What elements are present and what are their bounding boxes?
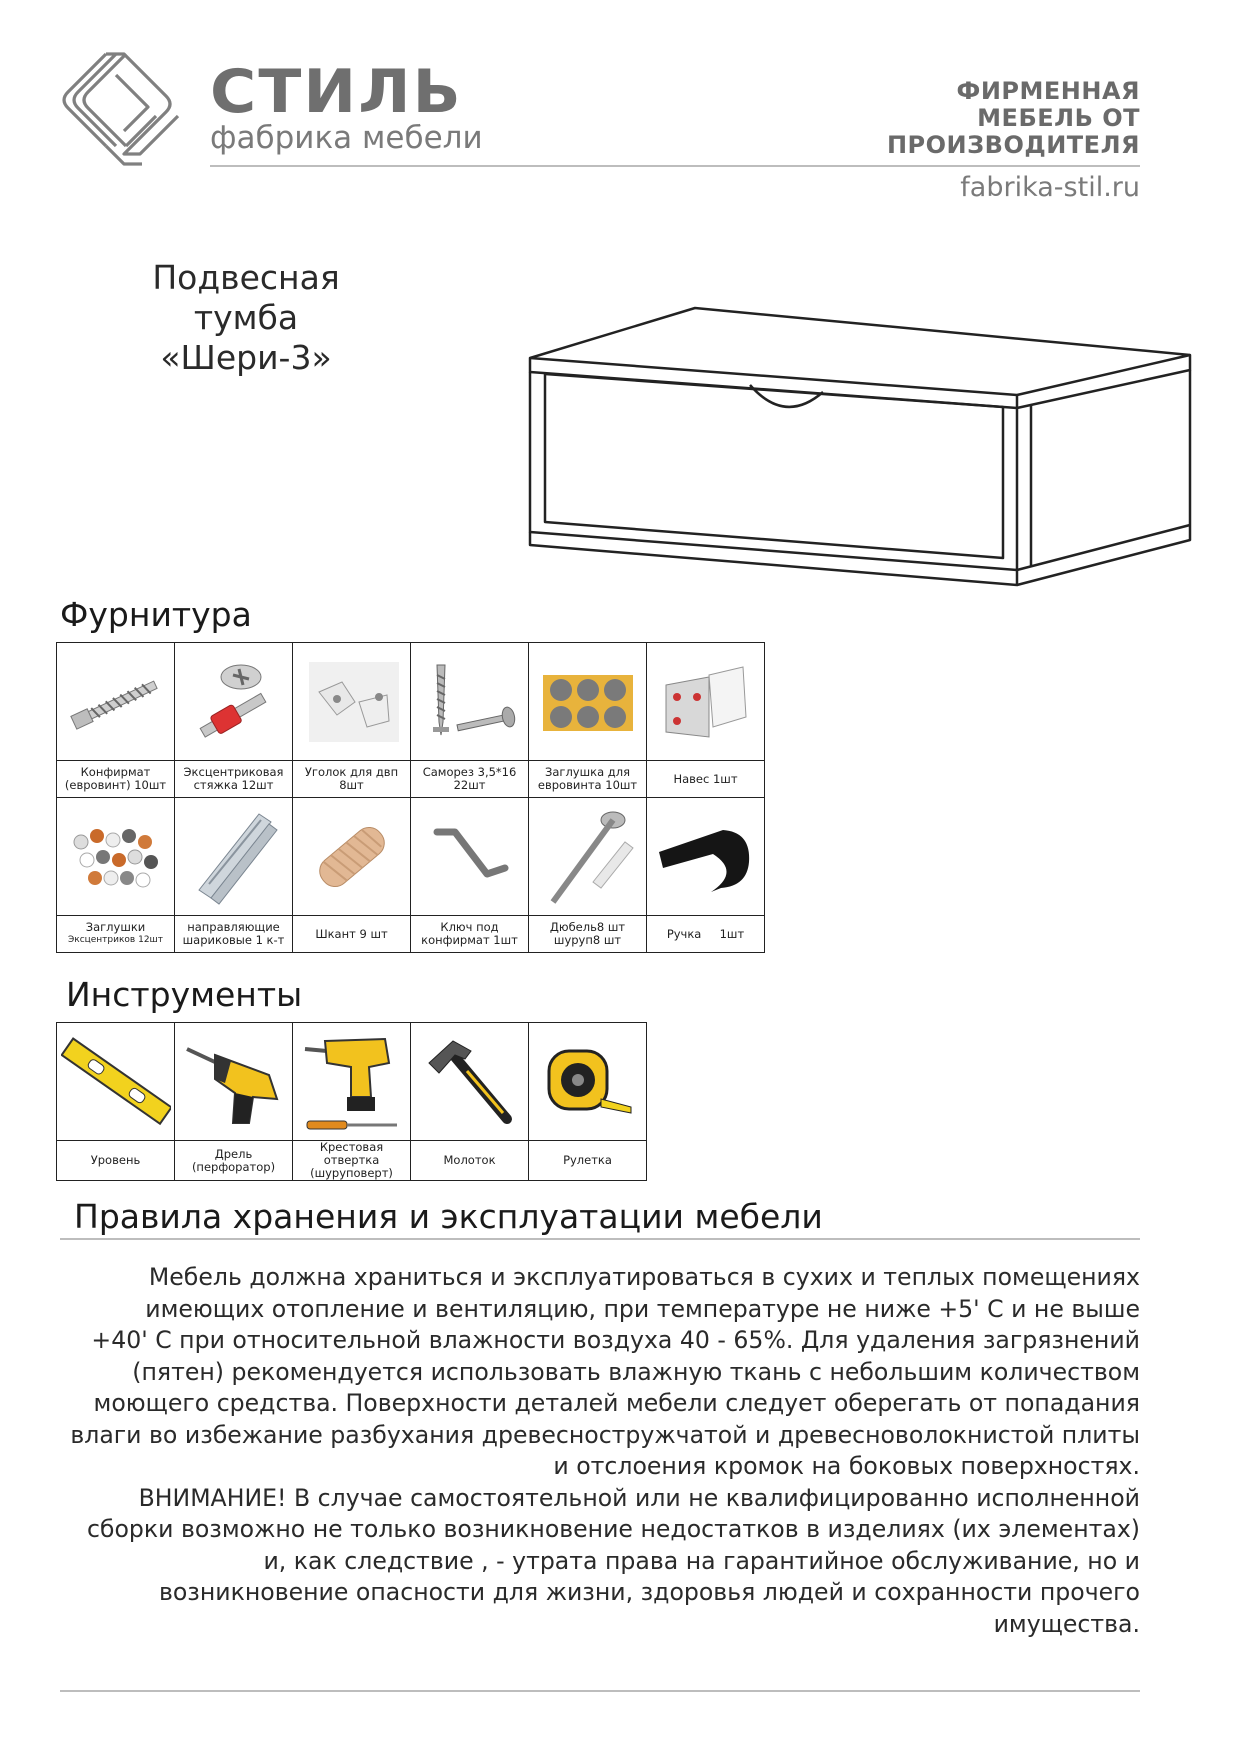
tape-measure-icon [533,1027,643,1137]
cabinet-drawing [525,300,1195,590]
rules-line: +40' С при относительной влажности воздуха 40 - 65%. Для удаления загрязнений [91,1326,1140,1354]
rules-line: (пятен) рекомендуется использовать влажную ткань с небольшим количеством [132,1357,1140,1386]
fitting-label-line: Уголок для двп [304,765,399,779]
fitting-label [57,761,175,798]
tool-cell [411,1023,529,1141]
eccentric-caps-icon [61,802,171,912]
screwdriver-icon [297,1027,407,1137]
fitting-label [175,761,293,798]
fitting-label-line: Саморез 3,5*16 [422,765,517,779]
fitting-cell [529,643,647,761]
header-divider [210,165,1140,167]
tool-label-line: Рулетка [563,1153,612,1167]
company-logo-icon [60,48,185,173]
fitting-label [529,761,647,798]
fitting-label-line: Навес 1шт [673,771,738,786]
drill-icon [179,1027,289,1137]
tool-label [529,1141,647,1181]
fitting-label-line: 8шт [339,778,364,792]
product-title [96,258,396,378]
slogan-line: ФИРМЕННАЯ [956,77,1140,105]
fitting-label-line: конфирмат 1шт [421,933,518,947]
fitting-label [293,761,411,798]
fitting-cell [411,798,529,916]
fitting-cell [175,798,293,916]
tool-cell [293,1023,411,1141]
fitting-label-line: Ручка 1шт [666,926,745,941]
fitting-label [411,916,529,953]
brand-name: СТИЛЬ [210,57,463,127]
website-link[interactable]: fabrika-stil.ru [960,172,1140,203]
product-title-line: Подвесная тумба [152,258,340,337]
fitting-label [175,916,293,953]
fitting-label-line: Шкант 9 шт [315,926,388,941]
fitting-label-line: Эксцентриковая [183,765,284,779]
fitting-cell [175,643,293,761]
tool-label-line: Крестовая отвертка [319,1140,384,1167]
fitting-label-line: шуруп8 шт [553,933,622,947]
corner-bracket-icon [297,647,407,757]
footer-divider [60,1690,1140,1692]
fitting-label-line: Конфирмат [80,765,151,779]
rules-line: и отслоения кромок на боковых поверхностях. [553,1452,1140,1480]
rules-line: и, как следствие , - утрата права на гарантийное обслуживание, но и [263,1546,1140,1575]
confirmat-screw-icon [61,647,171,757]
fitting-label-line: Заглушки [85,920,146,934]
rules-line: ВНИМАНИЕ! В случае самостоятельной или не квалифицированно исполненной [138,1483,1140,1512]
slogan [887,78,1140,159]
hammer-icon [415,1027,525,1137]
fittings-title: Фурнитура [60,595,252,634]
fitting-cell [647,798,765,916]
fitting-label [57,916,175,953]
fitting-label-line: Ключ под [440,920,499,934]
brand-tagline: фабрика мебели [210,120,483,156]
tool-label-line: (перфоратор) [191,1159,276,1174]
tools-table [56,1022,647,1181]
tool-label [57,1141,175,1181]
rules-text [60,1262,1140,1640]
fitting-cell [529,798,647,916]
tool-label [175,1141,293,1181]
tool-cell [175,1023,293,1141]
fitting-label-line: 22шт [453,778,486,792]
fitting-label [411,761,529,798]
hex-key-icon [415,802,525,912]
level-icon [61,1027,171,1137]
euroscrew-cap-icon [533,647,643,757]
tools-title: Инструменты [66,975,303,1014]
fitting-label [647,761,765,798]
fitting-cell [293,798,411,916]
rules-line: моющего средства. Поверхности деталей мебели следует оберегать от попадания [93,1389,1140,1417]
fitting-label-line: Дюбель8 шт [549,920,626,934]
tool-label [293,1141,411,1181]
tool-cell [529,1023,647,1141]
tool-cell [57,1023,175,1141]
fitting-cell [57,798,175,916]
fitting-label-line: Эксцентриков 12шт [67,935,164,945]
fitting-cell [647,643,765,761]
hanger-icon [651,647,761,757]
eccentric-coupler-icon [179,647,289,757]
slogan-line: МЕБЕЛЬ ОТ [977,104,1140,132]
fitting-label [529,916,647,953]
rules-line: сборки возможно не только возникновение недостатков в изделиях (их элементах) [86,1515,1140,1543]
fitting-label-line: стяжка 12шт [193,778,274,792]
dowel-icon [297,802,407,912]
fitting-label [647,916,765,953]
fitting-label-line: евровинта 10шт [537,778,638,792]
anchor-screw-icon [533,802,643,912]
rules-line: Мебель должна храниться и эксплуатироваться в сухих и теплых помещениях [148,1263,1140,1291]
tool-label-line: Молоток [443,1153,496,1167]
rules-line: возникновение опасности для жизни, здоровья людей и сохранности прочего [158,1578,1140,1606]
fitting-cell [57,643,175,761]
tool-label-line: Уровень [90,1153,141,1167]
rules-line: имеющих отопление и вентиляцию, при температуре не ниже +5' С и не выше [145,1294,1140,1323]
handle-icon [651,802,761,912]
fitting-label [293,916,411,953]
rules-title: Правила хранения и эксплуатации мебели [74,1197,823,1236]
fitting-label-line: (евровинт) 10шт [64,778,167,792]
rules-line: имущества. [993,1609,1140,1638]
slogan-line: ПРОИЗВОДИТЕЛЯ [886,131,1140,159]
tool-label [411,1141,529,1181]
product-title-line: «Шери-3» [160,338,332,377]
fitting-cell [293,643,411,761]
rules-divider [60,1238,1140,1240]
ball-slides-icon [179,802,289,912]
fitting-label-line: шариковые 1 к-т [182,933,285,947]
fitting-label-line: направляющие [187,920,280,934]
self-tapping-screw-icon [415,647,525,757]
tool-label-line: Дрель [214,1146,253,1161]
fittings-table [56,642,765,953]
rules-line: влаги во избежание разбухания древесностружчатой и древесноволокнистой плиты [70,1420,1140,1449]
fitting-cell [411,643,529,761]
fitting-label-line: Заглушка для [544,765,630,779]
tool-label-line: (шуруповерт) [310,1166,393,1180]
